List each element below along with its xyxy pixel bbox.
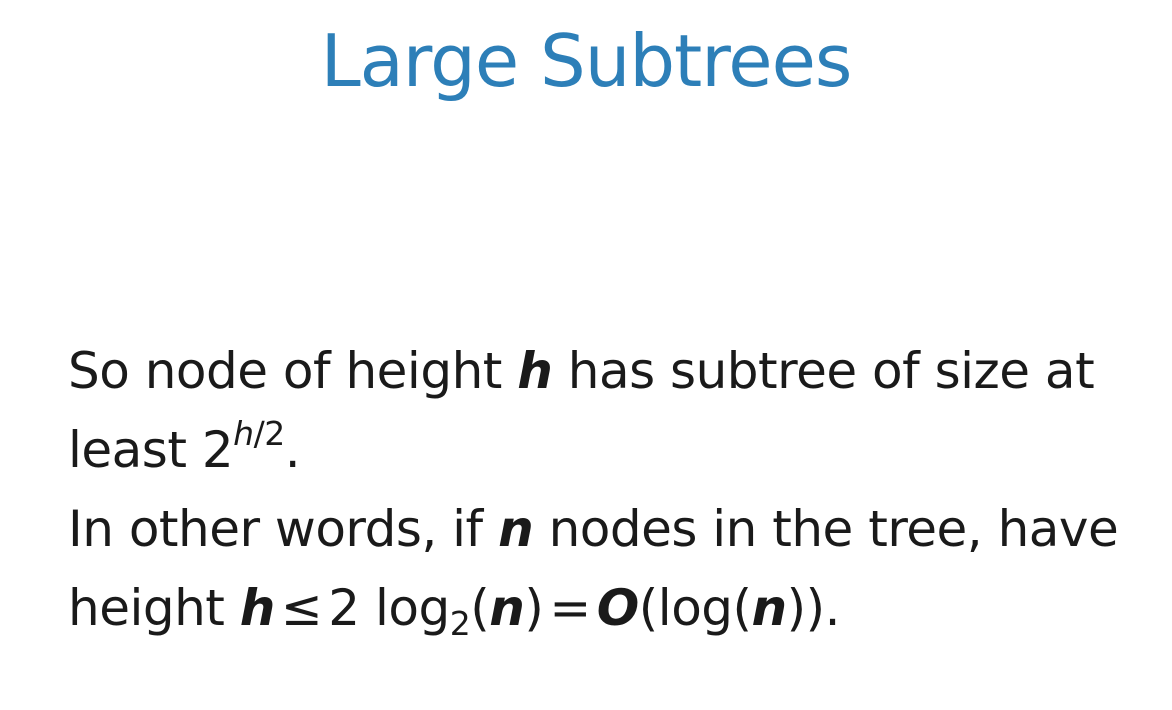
line4-text-a: height — [68, 579, 240, 637]
var-n-3: n — [751, 579, 787, 637]
line3-text-a: In other words, if — [68, 500, 499, 558]
exp-var-h: h — [233, 414, 254, 453]
leq-symbol: ≤ — [280, 579, 323, 637]
slide-body — [68, 332, 1148, 648]
big-o: O — [596, 579, 639, 637]
var-n: n — [498, 500, 534, 558]
line1-text-a: So node of height — [68, 342, 518, 400]
line2-end: . — [284, 421, 301, 479]
body-line-1 — [68, 332, 1148, 411]
paren-close: ) — [524, 579, 544, 637]
var-h-2: h — [239, 579, 275, 637]
line3-text-b: nodes in the tree, have — [533, 500, 1119, 558]
var-n-2: n — [489, 579, 525, 637]
log-open: (log( — [638, 579, 752, 637]
body-line-2 — [68, 411, 1148, 490]
two-log: 2 log — [328, 579, 450, 637]
body-line-4 — [68, 569, 1148, 648]
exponent — [233, 414, 285, 453]
paren-open: ( — [470, 579, 490, 637]
equals-symbol: = — [549, 579, 591, 637]
log-base-subscript: 2 — [449, 604, 471, 643]
exp-rest: /2 — [253, 414, 285, 453]
slide-title: Large Subtrees — [320, 19, 852, 103]
body-line-3 — [68, 490, 1148, 569]
line1-text-b: has subtree of size at — [552, 342, 1095, 400]
line2-text-a: least 2 — [68, 421, 234, 479]
var-h: h — [517, 342, 553, 400]
close-end: )). — [786, 579, 841, 637]
